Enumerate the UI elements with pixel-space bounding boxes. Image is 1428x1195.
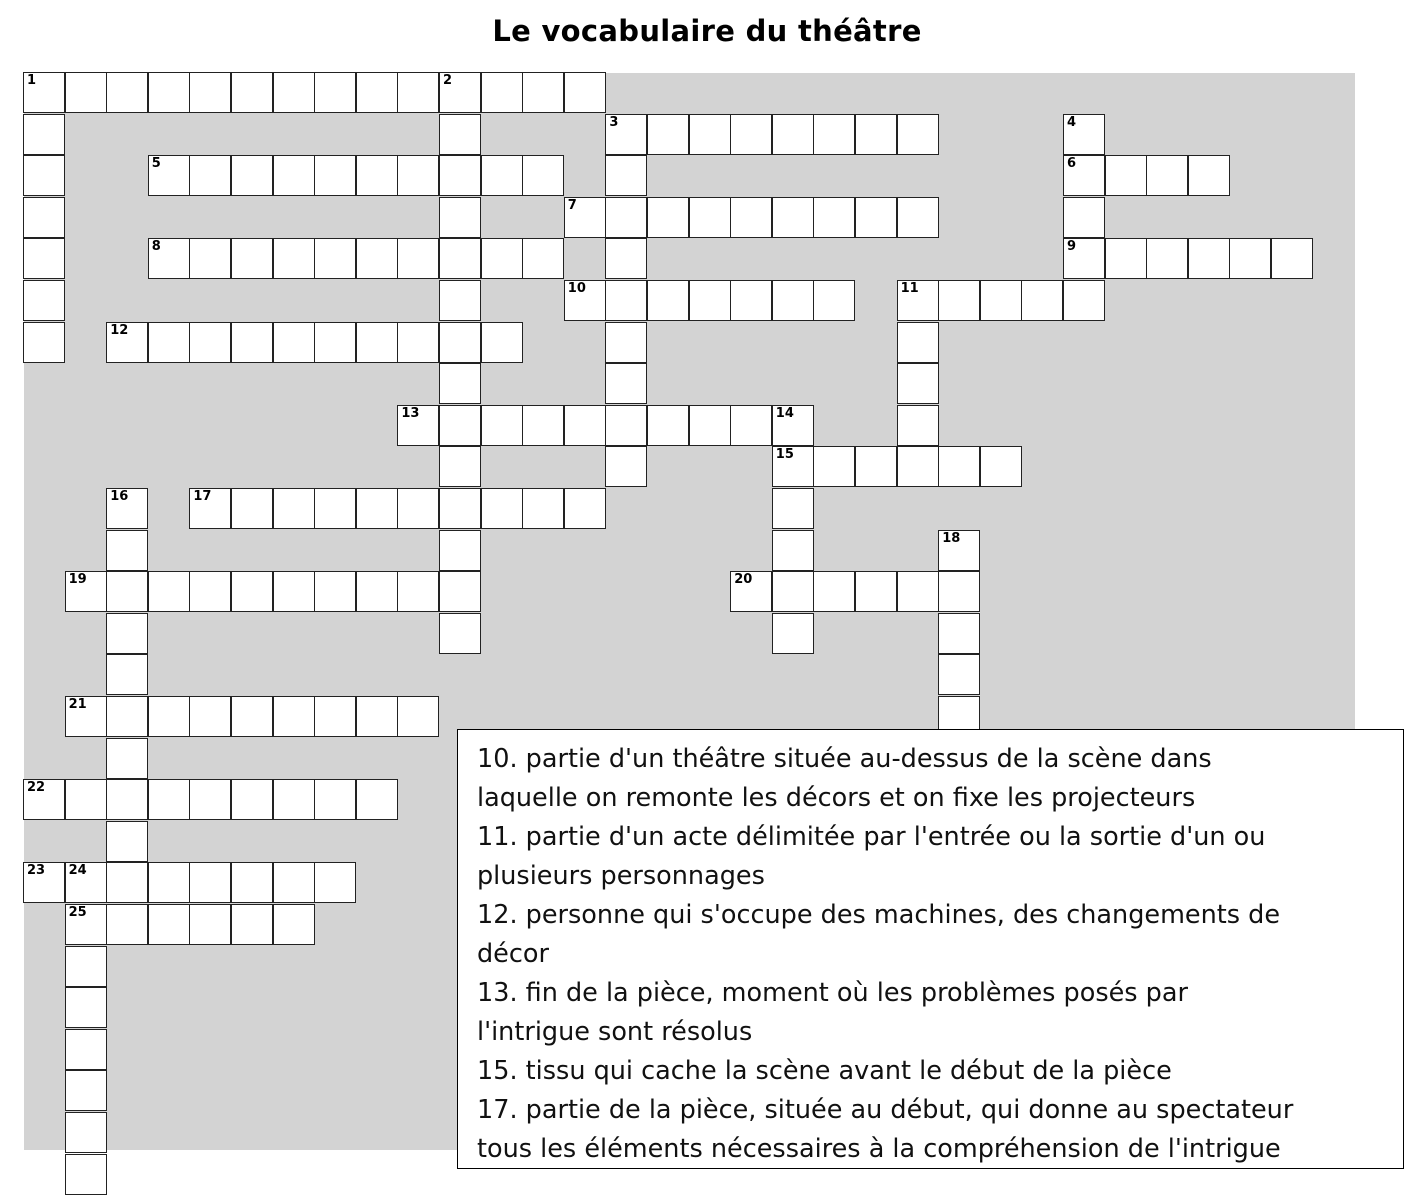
clue-number: 9 xyxy=(1067,239,1077,255)
crossword-cell[interactable] xyxy=(1271,238,1313,279)
crossword-cell[interactable] xyxy=(439,530,481,571)
clues-panel xyxy=(457,729,1404,1169)
crossword-cell[interactable] xyxy=(106,862,148,903)
crossword-cell[interactable] xyxy=(314,696,356,737)
crossword-cell[interactable] xyxy=(231,904,273,945)
crossword-cell[interactable] xyxy=(397,405,439,446)
crossword-cell[interactable] xyxy=(813,571,855,612)
crossword-cell[interactable] xyxy=(314,862,356,903)
crossword-cell[interactable] xyxy=(564,405,606,446)
crossword-cell[interactable] xyxy=(356,571,398,612)
crossword-cell[interactable] xyxy=(231,322,273,363)
crossword-cell[interactable] xyxy=(730,405,772,446)
crossword-cell[interactable] xyxy=(148,322,190,363)
crossword-cell[interactable] xyxy=(356,696,398,737)
crossword-cell[interactable] xyxy=(273,696,315,737)
crossword-cell[interactable] xyxy=(189,72,231,113)
crossword-cell[interactable] xyxy=(439,72,481,113)
crossword-cell[interactable] xyxy=(273,238,315,279)
clue-number: 15 xyxy=(775,447,794,463)
crossword-cell[interactable] xyxy=(813,114,855,155)
crossword-cell[interactable] xyxy=(439,197,481,238)
crossword-cell[interactable] xyxy=(605,446,647,487)
crossword-cell[interactable] xyxy=(855,114,897,155)
crossword-cell[interactable] xyxy=(189,862,231,903)
crossword-cell[interactable] xyxy=(1063,197,1105,238)
clue-line: décor xyxy=(477,939,549,969)
crossword-cell[interactable] xyxy=(356,322,398,363)
crossword-cell[interactable] xyxy=(439,405,481,446)
crossword-cell[interactable] xyxy=(439,155,481,196)
crossword-cell[interactable] xyxy=(647,280,689,321)
crossword-cell[interactable] xyxy=(106,322,148,363)
clue-line: 11. partie d'un acte délimitée par l'entrée ou la sortie d'un ou xyxy=(477,822,1266,852)
crossword-cell[interactable] xyxy=(314,72,356,113)
crossword-cell[interactable] xyxy=(106,654,148,695)
crossword-cell[interactable] xyxy=(1188,155,1230,196)
crossword-cell[interactable] xyxy=(23,280,65,321)
crossword-cell[interactable] xyxy=(689,114,731,155)
crossword-cell[interactable] xyxy=(356,238,398,279)
crossword-cell[interactable] xyxy=(231,779,273,820)
crossword-cell[interactable] xyxy=(938,280,980,321)
crossword-cell[interactable] xyxy=(231,155,273,196)
crossword-cell[interactable] xyxy=(397,696,439,737)
crossword-cell[interactable] xyxy=(23,862,65,903)
crossword-cell[interactable] xyxy=(522,238,564,279)
crossword-cell[interactable] xyxy=(231,571,273,612)
crossword-cell[interactable] xyxy=(148,779,190,820)
crossword-cell[interactable] xyxy=(481,72,523,113)
clue-line: 10. partie d'un théâtre située au-dessus de la scène dans xyxy=(477,744,1212,774)
crossword-cell[interactable] xyxy=(148,571,190,612)
crossword-cell[interactable] xyxy=(189,238,231,279)
crossword-cell[interactable] xyxy=(605,197,647,238)
crossword-cell[interactable] xyxy=(897,446,939,487)
clue-line: plusieurs personnages xyxy=(477,861,765,891)
crossword-cell[interactable] xyxy=(938,571,980,612)
crossword-cell[interactable] xyxy=(23,779,65,820)
crossword-cell[interactable] xyxy=(65,987,107,1028)
crossword-cell[interactable] xyxy=(1063,114,1105,155)
crossword-cell[interactable] xyxy=(564,72,606,113)
clue-number: 20 xyxy=(734,572,753,588)
crossword-cell[interactable] xyxy=(189,571,231,612)
crossword-cell[interactable] xyxy=(689,405,731,446)
crossword-cell[interactable] xyxy=(730,114,772,155)
clue-number: 24 xyxy=(68,863,87,879)
clue-number: 1 xyxy=(27,73,37,88)
clue-line: l'intrigue sont résolus xyxy=(477,1017,753,1047)
crossword-cell[interactable] xyxy=(605,114,647,155)
crossword-cell[interactable] xyxy=(65,1070,107,1111)
crossword-cell[interactable] xyxy=(189,322,231,363)
crossword-cell[interactable] xyxy=(897,280,939,321)
crossword-cell[interactable] xyxy=(855,446,897,487)
crossword-cell[interactable] xyxy=(855,571,897,612)
crossword-cell[interactable] xyxy=(23,72,65,113)
clue-number: 21 xyxy=(68,697,87,712)
crossword-cell[interactable] xyxy=(273,488,315,529)
crossword-cell[interactable] xyxy=(148,155,190,196)
crossword-cell[interactable] xyxy=(439,571,481,612)
crossword-cell[interactable] xyxy=(522,155,564,196)
clue-number: 7 xyxy=(567,197,577,213)
crossword-cell[interactable] xyxy=(938,446,980,487)
crossword-cell[interactable] xyxy=(231,72,273,113)
crossword-cell[interactable] xyxy=(897,405,939,446)
clue-number: 16 xyxy=(110,489,129,504)
crossword-cell[interactable] xyxy=(1146,238,1188,279)
crossword-cell[interactable] xyxy=(65,779,107,820)
clue-number: 13 xyxy=(401,405,420,421)
clue-line: 13. fin de la pièce, moment où les problèmes posés par xyxy=(477,978,1188,1008)
crossword-cell[interactable] xyxy=(273,862,315,903)
crossword-cell[interactable] xyxy=(65,1112,107,1153)
crossword-cell[interactable] xyxy=(605,405,647,446)
clue-number: 18 xyxy=(942,530,961,546)
crossword-cell[interactable] xyxy=(605,155,647,196)
crossword-cell[interactable] xyxy=(772,613,814,654)
crossword-cell[interactable] xyxy=(356,488,398,529)
crossword-cell[interactable] xyxy=(481,322,523,363)
crossword-cell[interactable] xyxy=(772,530,814,571)
crossword-cell[interactable] xyxy=(65,696,107,737)
crossword-cell[interactable] xyxy=(273,72,315,113)
crossword-cell[interactable] xyxy=(481,155,523,196)
crossword-cell[interactable] xyxy=(1021,280,1063,321)
clue-number: 14 xyxy=(775,405,794,421)
clue-number: 17 xyxy=(193,489,212,504)
clue-number: 25 xyxy=(68,905,87,920)
clue-line: 17. partie de la pièce, située au début, qui donne au spectateur xyxy=(477,1095,1294,1125)
crossword-cell[interactable] xyxy=(314,779,356,820)
crossword-cell[interactable] xyxy=(897,363,939,404)
crossword-cell[interactable] xyxy=(23,238,65,279)
puzzle-title: Le vocabulaire du théâtre xyxy=(492,14,922,48)
crossword-cell[interactable] xyxy=(106,571,148,612)
crossword-cell[interactable] xyxy=(1146,155,1188,196)
crossword-cell[interactable] xyxy=(148,862,190,903)
crossword-cell[interactable] xyxy=(106,821,148,862)
crossword-cell[interactable] xyxy=(605,322,647,363)
clue-line: 15. tissu qui cache la scène avant le début de la pièce xyxy=(477,1056,1172,1086)
clue-line: 12. personne qui s'occupe des machines, des changements de xyxy=(477,900,1281,930)
crossword-cell[interactable] xyxy=(314,322,356,363)
crossword-cell[interactable] xyxy=(273,779,315,820)
crossword-cell[interactable] xyxy=(397,488,439,529)
crossword-cell[interactable] xyxy=(397,155,439,196)
crossword-cell[interactable] xyxy=(772,280,814,321)
crossword-cell[interactable] xyxy=(1063,280,1105,321)
crossword-cell[interactable] xyxy=(813,197,855,238)
crossword-cell[interactable] xyxy=(65,946,107,987)
crossword-cell[interactable] xyxy=(23,197,65,238)
crossword-cell[interactable] xyxy=(1105,238,1147,279)
crossword-cell[interactable] xyxy=(23,155,65,196)
crossword-cell[interactable] xyxy=(439,613,481,654)
clue-number: 22 xyxy=(27,780,46,796)
clue-number: 3 xyxy=(609,114,619,130)
crossword-cell[interactable] xyxy=(439,488,481,529)
crossword-cell[interactable] xyxy=(439,322,481,363)
crossword-cell[interactable] xyxy=(23,322,65,363)
clue-number: 8 xyxy=(151,239,161,255)
crossword-cell[interactable] xyxy=(231,862,273,903)
crossword-cell[interactable] xyxy=(189,779,231,820)
crossword-cell[interactable] xyxy=(397,72,439,113)
crossword-cell[interactable] xyxy=(273,322,315,363)
crossword-cell[interactable] xyxy=(730,280,772,321)
crossword-cell[interactable] xyxy=(772,446,814,487)
clue-number: 6 xyxy=(1067,156,1077,172)
crossword-cell[interactable] xyxy=(106,72,148,113)
crossword-cell[interactable] xyxy=(189,904,231,945)
crossword-cell[interactable] xyxy=(772,571,814,612)
crossword-cell[interactable] xyxy=(1229,238,1271,279)
crossword-cell[interactable] xyxy=(189,155,231,196)
crossword-cell[interactable] xyxy=(938,654,980,695)
crossword-cell[interactable] xyxy=(647,114,689,155)
crossword-cell[interactable] xyxy=(273,904,315,945)
crossword-cell[interactable] xyxy=(813,446,855,487)
crossword-cell[interactable] xyxy=(65,1154,107,1195)
crossword-cell[interactable] xyxy=(148,904,190,945)
crossword-cell[interactable] xyxy=(65,72,107,113)
crossword-cell[interactable] xyxy=(605,280,647,321)
clue-number: 10 xyxy=(567,281,586,296)
clue-number: 19 xyxy=(68,572,87,588)
crossword-cell[interactable] xyxy=(314,571,356,612)
crossword-cell[interactable] xyxy=(980,280,1022,321)
crossword-cell[interactable] xyxy=(148,238,190,279)
crossword-cell[interactable] xyxy=(605,238,647,279)
crossword-cell[interactable] xyxy=(106,613,148,654)
clue-number: 12 xyxy=(110,322,129,338)
crossword-cell[interactable] xyxy=(938,613,980,654)
crossword-cell[interactable] xyxy=(189,488,231,529)
crossword-cell[interactable] xyxy=(772,488,814,529)
crossword-cell[interactable] xyxy=(689,197,731,238)
crossword-cell[interactable] xyxy=(273,571,315,612)
clue-number: 2 xyxy=(443,73,453,88)
crossword-cell[interactable] xyxy=(231,238,273,279)
crossword-cell[interactable] xyxy=(106,530,148,571)
crossword-cell[interactable] xyxy=(605,363,647,404)
crossword-cell[interactable] xyxy=(439,446,481,487)
crossword-cell[interactable] xyxy=(481,405,523,446)
crossword-cell[interactable] xyxy=(980,446,1022,487)
crossword-cell[interactable] xyxy=(314,488,356,529)
crossword-cell[interactable] xyxy=(397,571,439,612)
crossword-cell[interactable] xyxy=(1063,238,1105,279)
crossword-cell[interactable] xyxy=(855,197,897,238)
crossword-cell[interactable] xyxy=(397,238,439,279)
crossword-cell[interactable] xyxy=(356,779,398,820)
crossword-cell[interactable] xyxy=(564,488,606,529)
crossword-cell[interactable] xyxy=(106,779,148,820)
crossword-cell[interactable] xyxy=(689,280,731,321)
clue-line: tous les éléments nécessaires à la compréhension de l'intrigue xyxy=(477,1134,1281,1164)
crossword-cell[interactable] xyxy=(772,114,814,155)
crossword-cell[interactable] xyxy=(897,197,939,238)
crossword-cell[interactable] xyxy=(647,197,689,238)
crossword-cell[interactable] xyxy=(106,738,148,779)
crossword-cell[interactable] xyxy=(439,238,481,279)
crossword-cell[interactable] xyxy=(231,488,273,529)
crossword-cell[interactable] xyxy=(439,363,481,404)
crossword-cell[interactable] xyxy=(356,155,398,196)
crossword-cell[interactable] xyxy=(1105,155,1147,196)
crossword-cell[interactable] xyxy=(106,488,148,529)
crossword-cell[interactable] xyxy=(23,114,65,155)
crossword-cell[interactable] xyxy=(65,862,107,903)
crossword-cell[interactable] xyxy=(106,696,148,737)
crossword-cell[interactable] xyxy=(189,696,231,737)
crossword-cell[interactable] xyxy=(938,530,980,571)
crossword-cell[interactable] xyxy=(730,197,772,238)
crossword-cell[interactable] xyxy=(522,488,564,529)
crossword-cell[interactable] xyxy=(439,114,481,155)
clue-number: 11 xyxy=(900,281,919,296)
crossword-cell[interactable] xyxy=(148,696,190,737)
clue-number: 5 xyxy=(151,156,161,172)
crossword-cell[interactable] xyxy=(772,197,814,238)
crossword-cell[interactable] xyxy=(231,696,273,737)
crossword-cell[interactable] xyxy=(564,280,606,321)
crossword-cell[interactable] xyxy=(481,238,523,279)
crossword-cell[interactable] xyxy=(481,488,523,529)
crossword-cell[interactable] xyxy=(273,155,315,196)
crossword-cell[interactable] xyxy=(897,571,939,612)
crossword-cell[interactable] xyxy=(897,322,939,363)
crossword-cell[interactable] xyxy=(1188,238,1230,279)
crossword-cell[interactable] xyxy=(148,72,190,113)
crossword-cell[interactable] xyxy=(106,904,148,945)
crossword-cell[interactable] xyxy=(897,114,939,155)
crossword-cell[interactable] xyxy=(647,405,689,446)
crossword-cell[interactable] xyxy=(65,904,107,945)
crossword-cell[interactable] xyxy=(439,280,481,321)
crossword-cell[interactable] xyxy=(730,571,772,612)
crossword-cell[interactable] xyxy=(564,197,606,238)
crossword-cell[interactable] xyxy=(522,405,564,446)
crossword-cell[interactable] xyxy=(1063,155,1105,196)
crossword-cell[interactable] xyxy=(813,280,855,321)
crossword-cell[interactable] xyxy=(65,1029,107,1070)
crossword-cell[interactable] xyxy=(314,155,356,196)
clue-number: 4 xyxy=(1067,114,1077,130)
crossword-cell[interactable] xyxy=(772,405,814,446)
crossword-cell[interactable] xyxy=(65,571,107,612)
crossword-cell[interactable] xyxy=(397,322,439,363)
crossword-cell[interactable] xyxy=(356,72,398,113)
clue-line: laquelle on remonte les décors et on fixe les projecteurs xyxy=(477,783,1196,813)
clue-number: 23 xyxy=(27,863,46,879)
crossword-cell[interactable] xyxy=(314,238,356,279)
crossword-cell[interactable] xyxy=(522,72,564,113)
